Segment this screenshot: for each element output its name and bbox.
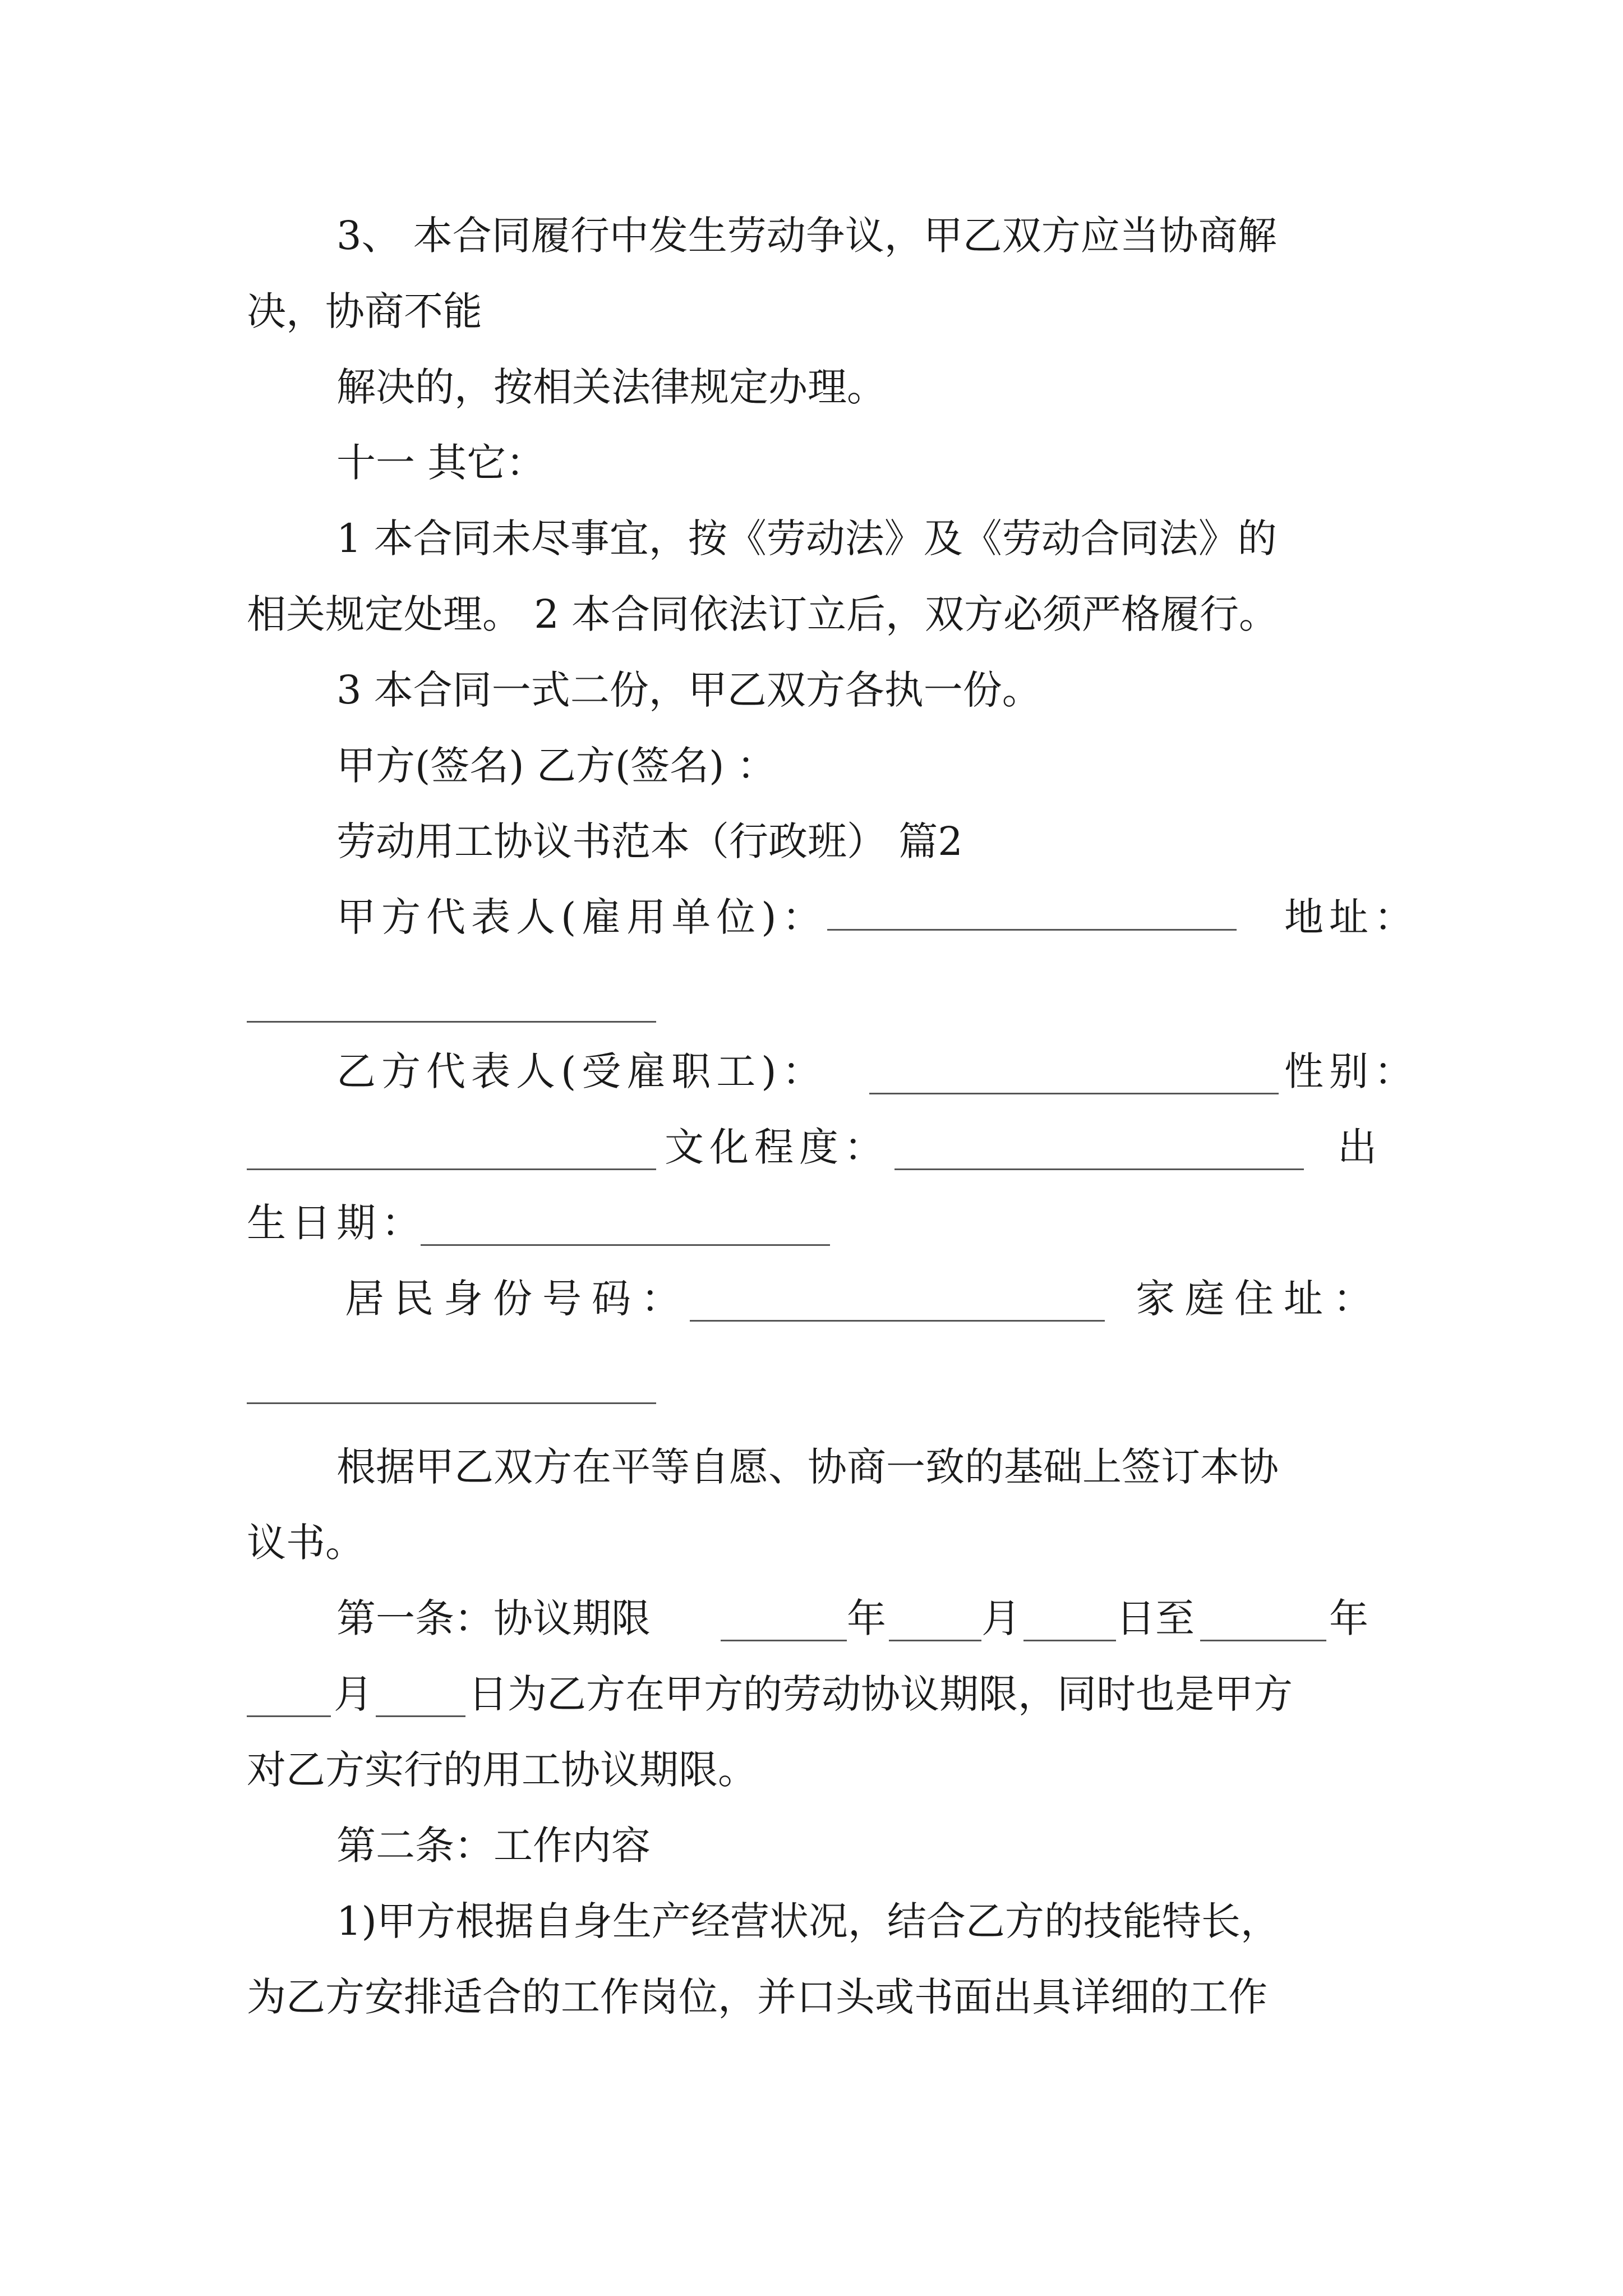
employer-field-row (336, 892, 1237, 942)
employee-label: 乙方代表人(受雇职工)： (336, 1048, 827, 1094)
paragraph-item-1: 1 本合同未尽事宜，按《劳动法》及《劳动合同法》的 (336, 516, 1277, 562)
employer-blank[interactable] (827, 894, 1237, 931)
employee-field-row (336, 1046, 827, 1097)
start-month-label: 月 (981, 1595, 1021, 1641)
start-year-blank[interactable] (721, 1640, 847, 1641)
end-year-blank[interactable] (1200, 1640, 1326, 1641)
end-day-blank[interactable] (376, 1715, 465, 1717)
paragraph-dispute-end: 解决的，按相关法律规定办理。 (336, 364, 886, 410)
end-day-label: 日为乙方在甲方的劳动协议期限，同时也是甲方 (468, 1671, 1293, 1717)
paragraph-item-3: 3 本合同一式二份，甲乙双方各执一份。 (336, 667, 1041, 713)
address-label: 地址： (1284, 894, 1419, 940)
home-label: 家庭住址： (1136, 1276, 1382, 1322)
paragraph-work-content-cont: 为乙方安排适合的工作岗位，并口头或书面出具详细的工作 (247, 1974, 1267, 2020)
birth-blank[interactable] (421, 1244, 830, 1246)
paragraph-dispute: 3、 本合同履行中发生劳动争议，甲乙双方应当协商解 (336, 213, 1277, 259)
education-label: 文化程度： (665, 1124, 889, 1170)
start-year-label: 年 (847, 1595, 886, 1641)
employee-blank[interactable] (869, 1093, 1279, 1094)
address-blank[interactable] (247, 1021, 656, 1023)
end-year-label: 年 (1329, 1595, 1368, 1641)
gender-label: 性别： (1284, 1048, 1419, 1094)
paragraph-agreement: 根据甲乙双方在平等自愿、协商一致的基础上签订本协 (336, 1444, 1279, 1490)
home-blank[interactable] (247, 1402, 656, 1404)
id-blank[interactable] (690, 1320, 1105, 1322)
document-title: 劳动用工协议书范本（行政班） 篇2 (336, 818, 963, 864)
paragraph-term-end: 对乙方实行的用工协议期限。 (247, 1747, 757, 1793)
paragraph-agreement-end: 议书。 (247, 1520, 365, 1566)
start-day-label: 日至 (1116, 1595, 1195, 1641)
paragraph-work-content: 1)甲方根据自身生产经营状况，结合乙方的技能特长， (336, 1898, 1280, 1944)
paragraph-item-2: 相关规定处理。 2 本合同依法订立后，双方必须严格履行。 (247, 591, 1279, 637)
birth-label-start: 出 (1338, 1124, 1377, 1170)
article-1-label: 第一条：协议期限 (336, 1595, 651, 1641)
start-day-blank[interactable] (1023, 1640, 1116, 1641)
paragraph-dispute-cont: 决，协商不能 (247, 288, 482, 334)
signature-line: 甲方(签名) 乙方(签名) ： (336, 743, 776, 789)
education-blank[interactable] (895, 1168, 1304, 1170)
start-month-blank[interactable] (889, 1640, 981, 1641)
article-2-label: 第二条：工作内容 (336, 1823, 651, 1869)
employer-label: 甲方代表人(雇用单位)： (336, 894, 827, 940)
id-label: 居民身份号码： (345, 1276, 690, 1322)
birth-label: 生日期： (247, 1200, 426, 1246)
end-month-blank[interactable] (247, 1715, 331, 1717)
section-heading-other: 十一 其它： (336, 440, 546, 486)
gender-blank[interactable] (247, 1168, 656, 1170)
end-month-label: 月 (334, 1671, 373, 1717)
